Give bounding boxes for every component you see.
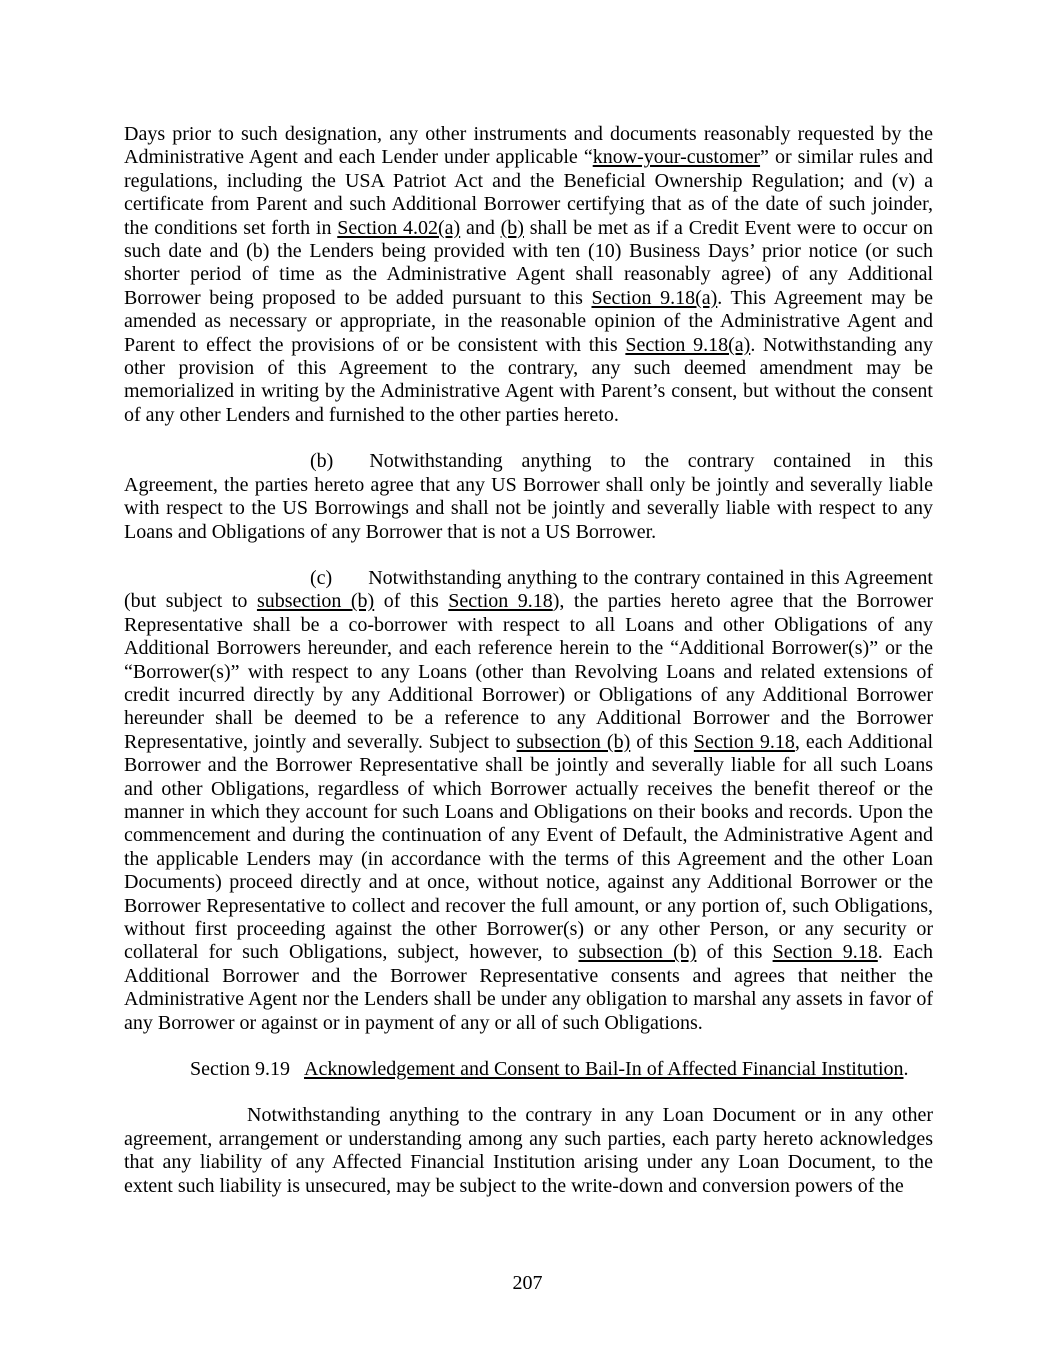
underlined-text: Section 4.02(a) [337, 216, 461, 239]
text-run: . Notwithstanding any other provision of this Agreement to the contrary, any such deemed amendment may be memorialized in writing by the Administrative Agent with Parent’s consent, but without the consent of any other Lenders and furnished to the other parties hereto. [124, 333, 934, 426]
text-run: . [903, 1058, 909, 1081]
document-body [124, 123, 933, 1198]
underlined-text: subsection (b) [578, 941, 697, 964]
text-run: Days prior to such designation, any other instruments and documents reasonably requested by the Administrative Agent and each Lender under applicable “ [124, 123, 933, 169]
underlined-text: Section 9.18 [448, 590, 553, 613]
text-run: (b) [310, 450, 334, 473]
text-run: , each Additional Borrower and the Borrower Representative shall be jointly and severally liable for all such Loans and other Obligations, regardless of which Borrower actually receives the benefit thereof or the manner in which they account for such Loans and Obligations on their books and records. Upon the commencement and during the continuation of any Event of Default, the Administrative Agent and the applicable Lenders may (in accordance with the terms of this Agreement and the other Loan Documents) proceed directly and at once, without notice, against any Additional Borrower or the Borrower Representative to collect and recover the full amount, or any portion of, such Obligations, without first proceeding against the other Borrower(s) or any other Person, or any security or collateral for such Obligations, subject, however, to [124, 730, 933, 964]
underlined-text: know-your-customer [592, 146, 761, 169]
text-run: Notwithstanding anything to the contrary contained in this Agreement, the parties hereto agree that any US Borrower shall only be jointly and severally liable with respect to the US Borrowings and shall not be jointly and severally liable with respect to any Loans and Obligations of any Borrower that is not a US Borrower. [124, 450, 933, 543]
underlined-text: Section 9.18 [693, 730, 795, 753]
underlined-text: subsection (b) [256, 590, 375, 613]
page-number: 207 [512, 1272, 543, 1294]
text-run: . This Agreement may be amended as necessary or appropriate, in the reasonable opinion of the Administrative Agent and Parent to effect the provisions of or be consistent with this [124, 286, 933, 356]
underlined-text: Section 9.18(a) [591, 286, 718, 309]
text-run: . Each Additional Borrower and the Borrower Representative consents and agrees that neither the Administrative Agent nor the Lenders shall be under any obligation to marshal any assets in favor of any Borrower or against or in payment of any or all of such Obligations. [124, 941, 933, 1034]
underlined-text: Acknowledgement and Consent to Bail-In of Affected Financial Institution [304, 1058, 904, 1081]
text-run: of this [630, 730, 694, 753]
text-run: Notwithstanding anything to the contrary in any Loan Document or in any other agreement, arrangement or understanding among any such parties, each party hereto acknowledges that any liability of any Affected Financial Institution arising under any Loan Document, to the extent such liability is unsecured, may be subject to the write-down and conversion powers of the [124, 1104, 933, 1197]
text-run: (c) [310, 566, 333, 589]
paragraph-bail-in [124, 1104, 933, 1198]
text-run: ), the parties hereto agree that the Borrower Representative shall be a co-borrower with respect to all Loans and other Obligations of any Additional Borrowers hereunder, and each reference herein to the “Additional Borrower(s)” or the “Borrower(s)” with respect to any Loans (other than Revolving Loans and related extensions of credit incurred directly by any Additional Borrower) or Obligations of any Additional Borrower hereunder shall be deemed to be a reference to any Additional Borrower and the Borrower Representative, jointly and severally. Subject to [124, 590, 933, 753]
underlined-text: Section 9.18 [772, 941, 878, 964]
section-919-heading [124, 1058, 933, 1081]
underlined-text: subsection (b) [516, 730, 631, 753]
text-run: Section 9.19 [190, 1058, 290, 1081]
text-run: Notwithstanding anything to the contrary contained in this Agreement (but subject to [124, 566, 933, 613]
paragraph-subsection-c [124, 567, 933, 1035]
underlined-text: Section 9.18(a) [625, 333, 751, 356]
text-run: ” or similar rules and regulations, including the USA Patriot Act and the Beneficial Ownership Regulation; and (v) a certificate from Parent and such Additional Borrower certifying that as of the date of such joinder, the conditions set forth in [124, 146, 934, 239]
text-run: and [460, 216, 501, 239]
text-run: of this [696, 941, 773, 964]
paragraph-joinder-continuation [124, 123, 933, 427]
paragraph-subsection-b [124, 450, 933, 544]
underlined-text: (b) [500, 216, 524, 239]
text-run: shall be met as if a Credit Event were to occur on such date and (b) the Lenders being provided with ten (10) Business Days’ prior notice (or such shorter period of time as the Administrative Agent shall reasonably agree) of any Additional Borrower being proposed to be added pursuant to this [124, 216, 933, 309]
text-run: of this [374, 590, 449, 613]
